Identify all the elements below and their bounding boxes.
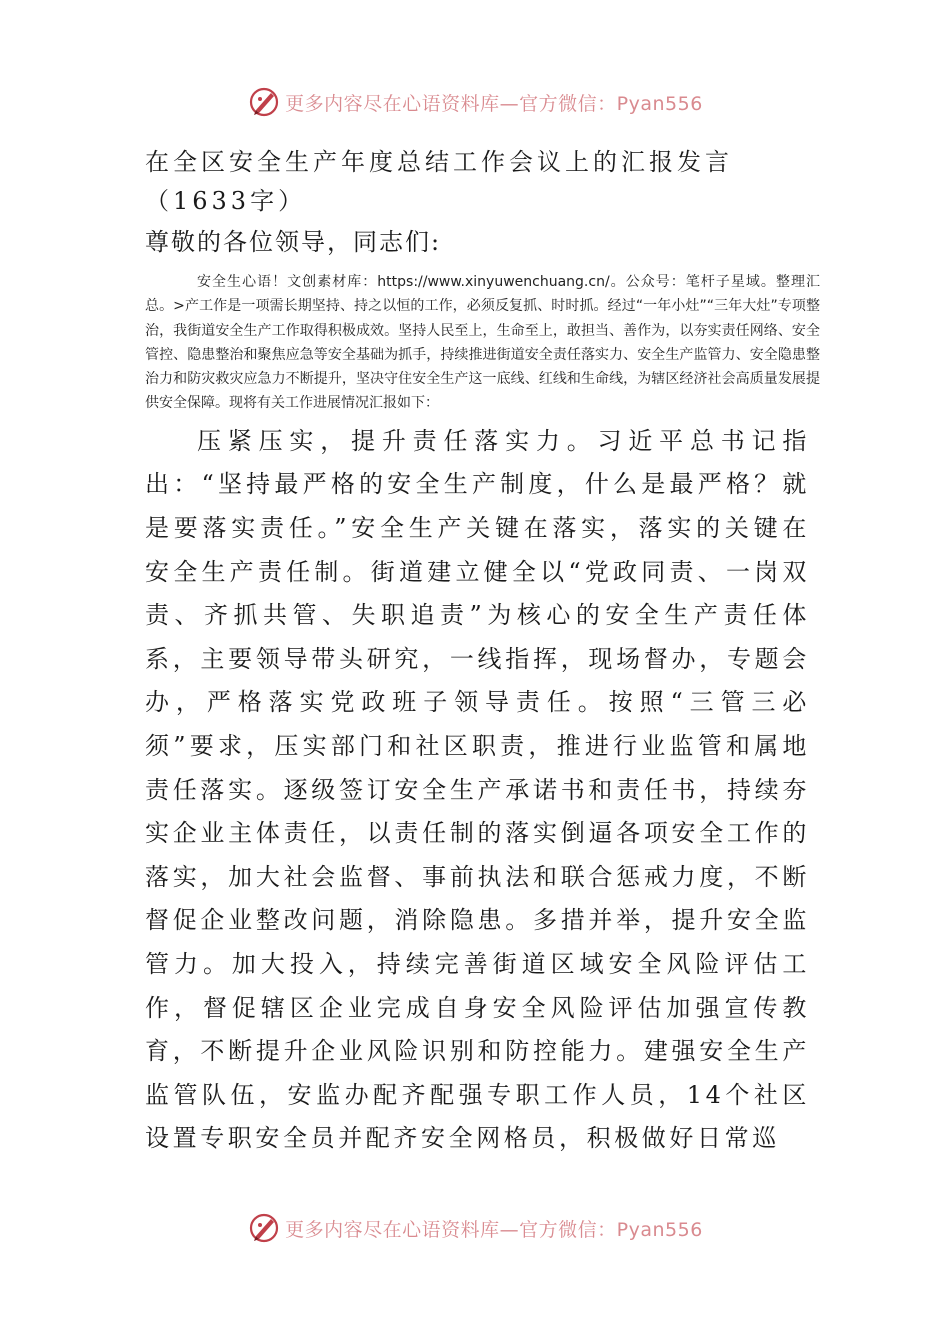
footer-watermark-banner — [0, 1206, 950, 1250]
banner-text: 更多内容尽在心语资料库—官方微信：Pyan556 — [285, 1218, 703, 1241]
document-content — [145, 143, 820, 1161]
body-paragraph: 压紧压实，提升责任落实力。习近平总书记指出：“坚持最严格的安全生产制度，什么是最严格？就是要落实责任。”安全生产关键在落实，落实的关键在安全生产责任制。街道建立健全以“党政同责、一岗双责、齐抓共管、失职追责”为核心的安全生产责任体系，主要领导带头研究，一线指挥，现场督办，专题会办，严格落实党政班子领导责任。按照“三管三必须”要求，压实部门和社区职责，推进行业监管和属地责任落实。逐级签订安全生产承诺书和责任书，持续夯实企业主体责任，以责任制的落实倒逼各项安全工作的落实，加大社会监督、事前执法和联合惩戒力度，不断督促企业整改问题，消除隐患。多措并举，提升安全监管力。加大投入，持续完善街道区域安全风险评估工作，督促辖区企业完成自身安全风险评估加强宣传教育，不断提升企业风险识别和防控能力。建强安全生产监管队伍，安监办配齐配强专职工作人员，14个社区设置专职安全员并配齐安全网格员，积极做好日常巡 — [145, 426, 810, 1153]
intro-paragraph: 安全生心语！文创素材库：https://www.xinyuwenchuang.cn/。公众号：笔杆子星域。整理汇总。>产工作是一项需长期坚持、持之以恒的工作，必须反复抓、时时抓。经过“一年小灶”“三年大灶”专项整治，我街道安全生产工作取得积极成效。坚持人民至上，生命至上，敢担当、善作为，以夯实责任网络、安全管控、隐患整治和聚焦应急等安全基础为抓手，持续推进街道安全责任落实力、安全生产监管力、安全隐患整治力和防灾救灾应急力不断提升，坚决守住安全生产这一底线、红线和生命线，为辖区经济社会高质量发展提供安全保障。现将有关工作进展情况汇报如下： — [145, 274, 820, 412]
header-watermark-banner — [0, 80, 950, 124]
banner-text: 更多内容尽在心语资料库—官方微信：Pyan556 — [285, 92, 703, 115]
document-title: 在全区安全生产年度总结工作会议上的汇报发言（1633字） — [145, 148, 733, 215]
pen-circle-logo-icon — [247, 1211, 281, 1245]
salutation: 尊敬的各位领导，同志们: — [145, 228, 442, 256]
pen-circle-logo-icon — [247, 85, 281, 119]
